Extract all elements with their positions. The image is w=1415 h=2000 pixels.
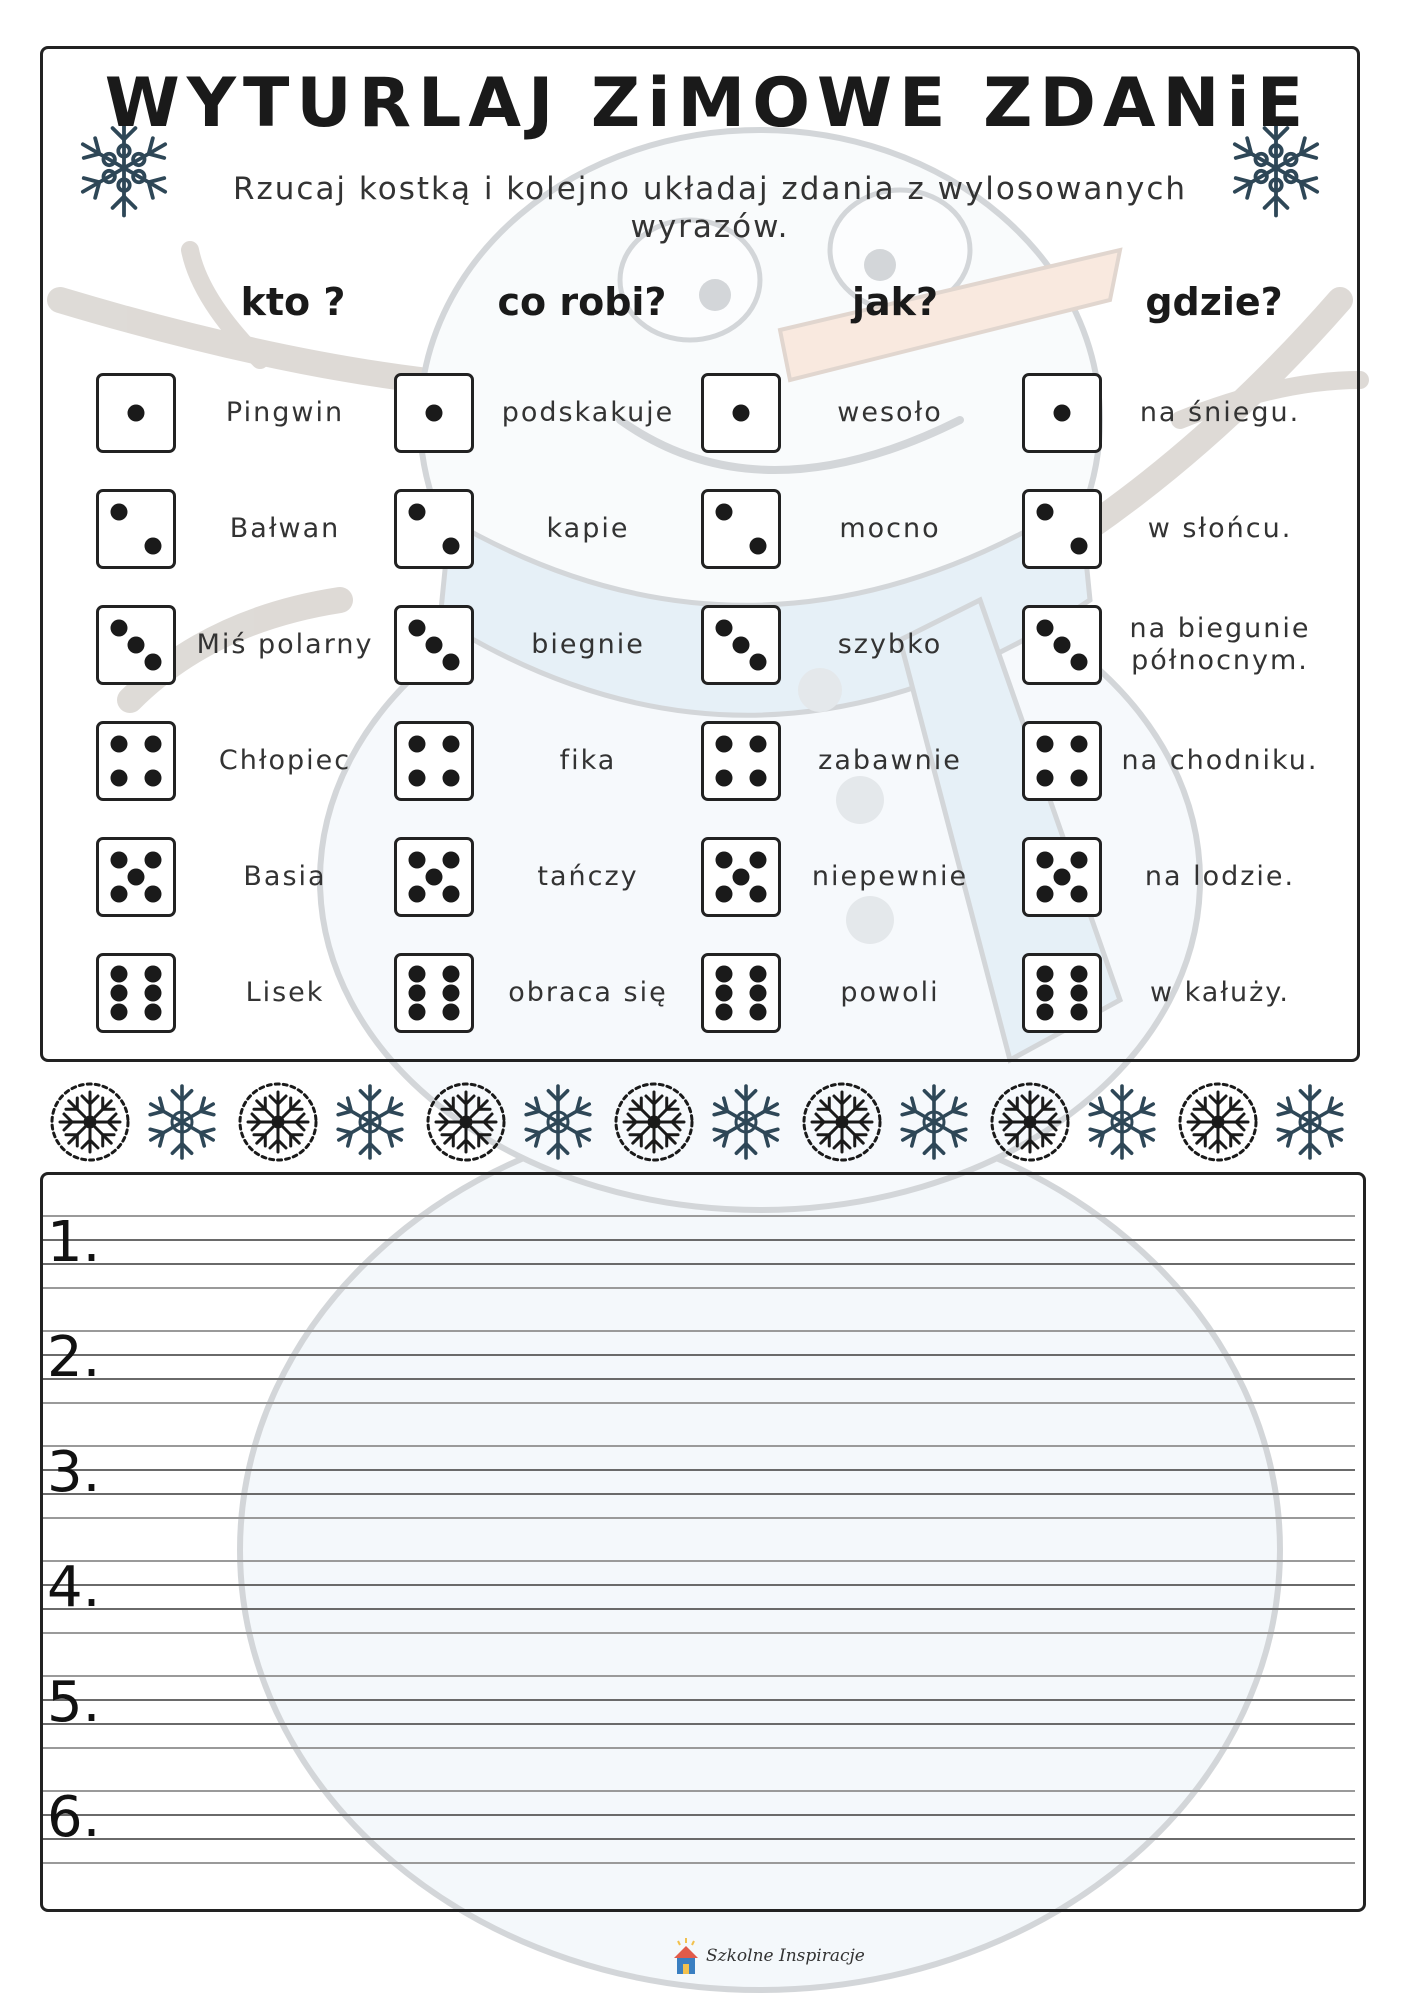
ruling-line bbox=[43, 1517, 1355, 1519]
word-cell: szybko bbox=[837, 629, 943, 660]
die-pip bbox=[110, 965, 127, 982]
die-pip bbox=[408, 985, 425, 1002]
die-pip bbox=[1071, 965, 1088, 982]
die-pip bbox=[426, 869, 443, 886]
column-header-kto: kto ? bbox=[240, 280, 346, 324]
word-cell: Chłopiec bbox=[218, 745, 352, 776]
die-pip bbox=[110, 503, 127, 520]
die-pip bbox=[145, 770, 162, 787]
die-pip bbox=[110, 851, 127, 868]
page-title: WYTURLAJ ZiMOWE ZDANiE bbox=[104, 64, 1311, 143]
die-pip bbox=[110, 886, 127, 903]
word-cell: podskakuje bbox=[501, 397, 675, 428]
die-pip bbox=[750, 851, 767, 868]
die-pip bbox=[145, 851, 162, 868]
ruling-line bbox=[43, 1378, 1355, 1380]
die-pip bbox=[1071, 654, 1088, 671]
line-number: 4. bbox=[47, 1555, 101, 1620]
die-pip bbox=[1036, 503, 1053, 520]
die-pip bbox=[408, 619, 425, 636]
die-face-3 bbox=[1022, 605, 1102, 685]
line-number: 6. bbox=[47, 1785, 101, 1850]
die-face-5 bbox=[701, 837, 781, 917]
die-face-4 bbox=[96, 721, 176, 801]
die-pip bbox=[443, 654, 460, 671]
die-pip bbox=[145, 965, 162, 982]
die-pip bbox=[1054, 637, 1071, 654]
die-face-6 bbox=[96, 953, 176, 1033]
die-pip bbox=[110, 770, 127, 787]
word-cell: kapie bbox=[546, 513, 630, 544]
ruling-line bbox=[43, 1493, 1355, 1495]
die-face-1 bbox=[701, 373, 781, 453]
word-cell: na lodzie. bbox=[1144, 861, 1296, 892]
die-pip bbox=[715, 503, 732, 520]
die-face-6 bbox=[1022, 953, 1102, 1033]
die-pip bbox=[1036, 851, 1053, 868]
die-pip bbox=[715, 1004, 732, 1021]
die-pip bbox=[443, 1004, 460, 1021]
die-pip bbox=[1071, 851, 1088, 868]
word-cell: obraca się bbox=[508, 977, 668, 1008]
die-pip bbox=[128, 869, 145, 886]
ruling-line bbox=[43, 1560, 1355, 1562]
die-pip bbox=[110, 985, 127, 1002]
die-pip bbox=[750, 770, 767, 787]
die-pip bbox=[145, 1004, 162, 1021]
die-pip bbox=[715, 851, 732, 868]
word-cell: na śniegu. bbox=[1139, 397, 1301, 428]
snowflake-divider bbox=[48, 1080, 1368, 1164]
column-header-gdzie: gdzie? bbox=[1145, 280, 1283, 324]
ruling-line bbox=[43, 1445, 1355, 1447]
ruling-line bbox=[43, 1354, 1355, 1356]
die-face-1 bbox=[1022, 373, 1102, 453]
die-pip bbox=[443, 886, 460, 903]
die-pip bbox=[715, 965, 732, 982]
writing-line[interactable] bbox=[43, 1318, 1363, 1434]
instruction-text: Rzucaj kostką i kolejno układaj zdania z wylosowanych wyrazów. bbox=[232, 171, 1188, 245]
word-cell: Basia bbox=[243, 861, 327, 892]
die-pip bbox=[110, 619, 127, 636]
word-cell: Bałwan bbox=[229, 513, 341, 544]
word-cell: Lisek bbox=[245, 977, 325, 1008]
ruling-line bbox=[43, 1469, 1355, 1471]
die-pip bbox=[750, 886, 767, 903]
ruling-line bbox=[43, 1838, 1355, 1840]
die-pip bbox=[408, 965, 425, 982]
die-face-4 bbox=[1022, 721, 1102, 801]
word-cell: na biegunie północnym. bbox=[1129, 613, 1311, 676]
die-pip bbox=[1071, 985, 1088, 1002]
writing-line[interactable] bbox=[43, 1203, 1363, 1319]
die-face-5 bbox=[96, 837, 176, 917]
writing-line[interactable] bbox=[43, 1663, 1363, 1779]
die-pip bbox=[145, 538, 162, 555]
die-pip bbox=[1071, 770, 1088, 787]
word-cell: powoli bbox=[840, 977, 940, 1008]
word-cell: fika bbox=[559, 745, 617, 776]
die-pip bbox=[443, 965, 460, 982]
die-pip bbox=[128, 405, 145, 422]
ruling-line bbox=[43, 1402, 1355, 1404]
die-face-4 bbox=[394, 721, 474, 801]
ruling-line bbox=[43, 1287, 1355, 1289]
ruling-line bbox=[43, 1699, 1355, 1701]
die-pip bbox=[715, 985, 732, 1002]
die-pip bbox=[1036, 770, 1053, 787]
die-pip bbox=[750, 985, 767, 1002]
die-face-4 bbox=[701, 721, 781, 801]
die-pip bbox=[733, 405, 750, 422]
ruling-line bbox=[43, 1239, 1355, 1241]
ruling-line bbox=[43, 1584, 1355, 1586]
word-cell: biegnie bbox=[531, 629, 645, 660]
word-cell: mocno bbox=[839, 513, 941, 544]
die-pip bbox=[408, 503, 425, 520]
die-pip bbox=[715, 886, 732, 903]
die-pip bbox=[145, 654, 162, 671]
column-header-co-robi: co robi? bbox=[497, 280, 667, 324]
die-pip bbox=[408, 851, 425, 868]
word-cell: Pingwin bbox=[225, 397, 345, 428]
die-pip bbox=[1036, 619, 1053, 636]
die-pip bbox=[145, 985, 162, 1002]
die-pip bbox=[715, 770, 732, 787]
die-pip bbox=[145, 735, 162, 752]
die-pip bbox=[1054, 405, 1071, 422]
word-cell: wesoło bbox=[837, 397, 943, 428]
die-face-5 bbox=[1022, 837, 1102, 917]
die-pip bbox=[145, 886, 162, 903]
ruling-line bbox=[43, 1263, 1355, 1265]
ruling-line bbox=[43, 1632, 1355, 1634]
line-number: 1. bbox=[47, 1210, 101, 1275]
die-face-2 bbox=[394, 489, 474, 569]
die-pip bbox=[1036, 965, 1053, 982]
ruling-line bbox=[43, 1790, 1355, 1792]
die-pip bbox=[128, 637, 145, 654]
die-pip bbox=[1036, 886, 1053, 903]
die-face-6 bbox=[701, 953, 781, 1033]
word-cell: na chodniku. bbox=[1121, 745, 1319, 776]
die-face-2 bbox=[96, 489, 176, 569]
die-pip bbox=[443, 985, 460, 1002]
die-pip bbox=[750, 735, 767, 752]
ruling-line bbox=[43, 1723, 1355, 1725]
die-pip bbox=[1036, 735, 1053, 752]
ruling-line bbox=[43, 1330, 1355, 1332]
column-header-jak: jak? bbox=[852, 280, 938, 324]
die-pip bbox=[1071, 886, 1088, 903]
writing-area bbox=[40, 1172, 1366, 1912]
ruling-line bbox=[43, 1747, 1355, 1749]
word-cell: tańczy bbox=[537, 861, 639, 892]
die-face-2 bbox=[1022, 489, 1102, 569]
die-pip bbox=[110, 1004, 127, 1021]
die-face-5 bbox=[394, 837, 474, 917]
line-number: 5. bbox=[47, 1670, 101, 1735]
die-face-3 bbox=[701, 605, 781, 685]
die-pip bbox=[110, 735, 127, 752]
word-cell: zabawnie bbox=[818, 745, 962, 776]
die-pip bbox=[443, 851, 460, 868]
line-number: 2. bbox=[47, 1325, 101, 1390]
die-pip bbox=[443, 538, 460, 555]
ruling-line bbox=[43, 1215, 1355, 1217]
die-pip bbox=[733, 869, 750, 886]
die-pip bbox=[443, 735, 460, 752]
writing-line[interactable] bbox=[43, 1433, 1363, 1549]
line-number: 3. bbox=[47, 1440, 101, 1505]
die-face-6 bbox=[394, 953, 474, 1033]
word-cell: niepewnie bbox=[811, 861, 969, 892]
die-pip bbox=[443, 770, 460, 787]
die-pip bbox=[1036, 985, 1053, 1002]
die-pip bbox=[715, 735, 732, 752]
word-cell: Miś polarny bbox=[196, 629, 374, 660]
writing-line[interactable] bbox=[43, 1548, 1363, 1664]
ruling-line bbox=[43, 1675, 1355, 1677]
die-pip bbox=[750, 965, 767, 982]
die-pip bbox=[408, 770, 425, 787]
die-pip bbox=[733, 637, 750, 654]
die-pip bbox=[1071, 538, 1088, 555]
die-pip bbox=[426, 405, 443, 422]
writing-line[interactable] bbox=[43, 1778, 1363, 1894]
die-face-3 bbox=[394, 605, 474, 685]
die-pip bbox=[750, 538, 767, 555]
house-logo-icon bbox=[666, 1936, 706, 1982]
die-face-1 bbox=[96, 373, 176, 453]
ruling-line bbox=[43, 1608, 1355, 1610]
die-face-1 bbox=[394, 373, 474, 453]
die-pip bbox=[408, 886, 425, 903]
ruling-line bbox=[43, 1862, 1355, 1864]
word-cell: w kałuży. bbox=[1149, 977, 1291, 1008]
ruling-line bbox=[43, 1814, 1355, 1816]
die-pip bbox=[1054, 869, 1071, 886]
die-pip bbox=[426, 637, 443, 654]
die-pip bbox=[1071, 1004, 1088, 1021]
die-pip bbox=[1071, 735, 1088, 752]
die-pip bbox=[408, 735, 425, 752]
die-pip bbox=[1036, 1004, 1053, 1021]
die-face-2 bbox=[701, 489, 781, 569]
die-pip bbox=[715, 619, 732, 636]
die-pip bbox=[750, 1004, 767, 1021]
word-cell: w słońcu. bbox=[1147, 513, 1293, 544]
die-face-3 bbox=[96, 605, 176, 685]
brand-name: Szkolne Inspiracje bbox=[706, 1946, 865, 1966]
die-pip bbox=[408, 1004, 425, 1021]
die-pip bbox=[750, 654, 767, 671]
